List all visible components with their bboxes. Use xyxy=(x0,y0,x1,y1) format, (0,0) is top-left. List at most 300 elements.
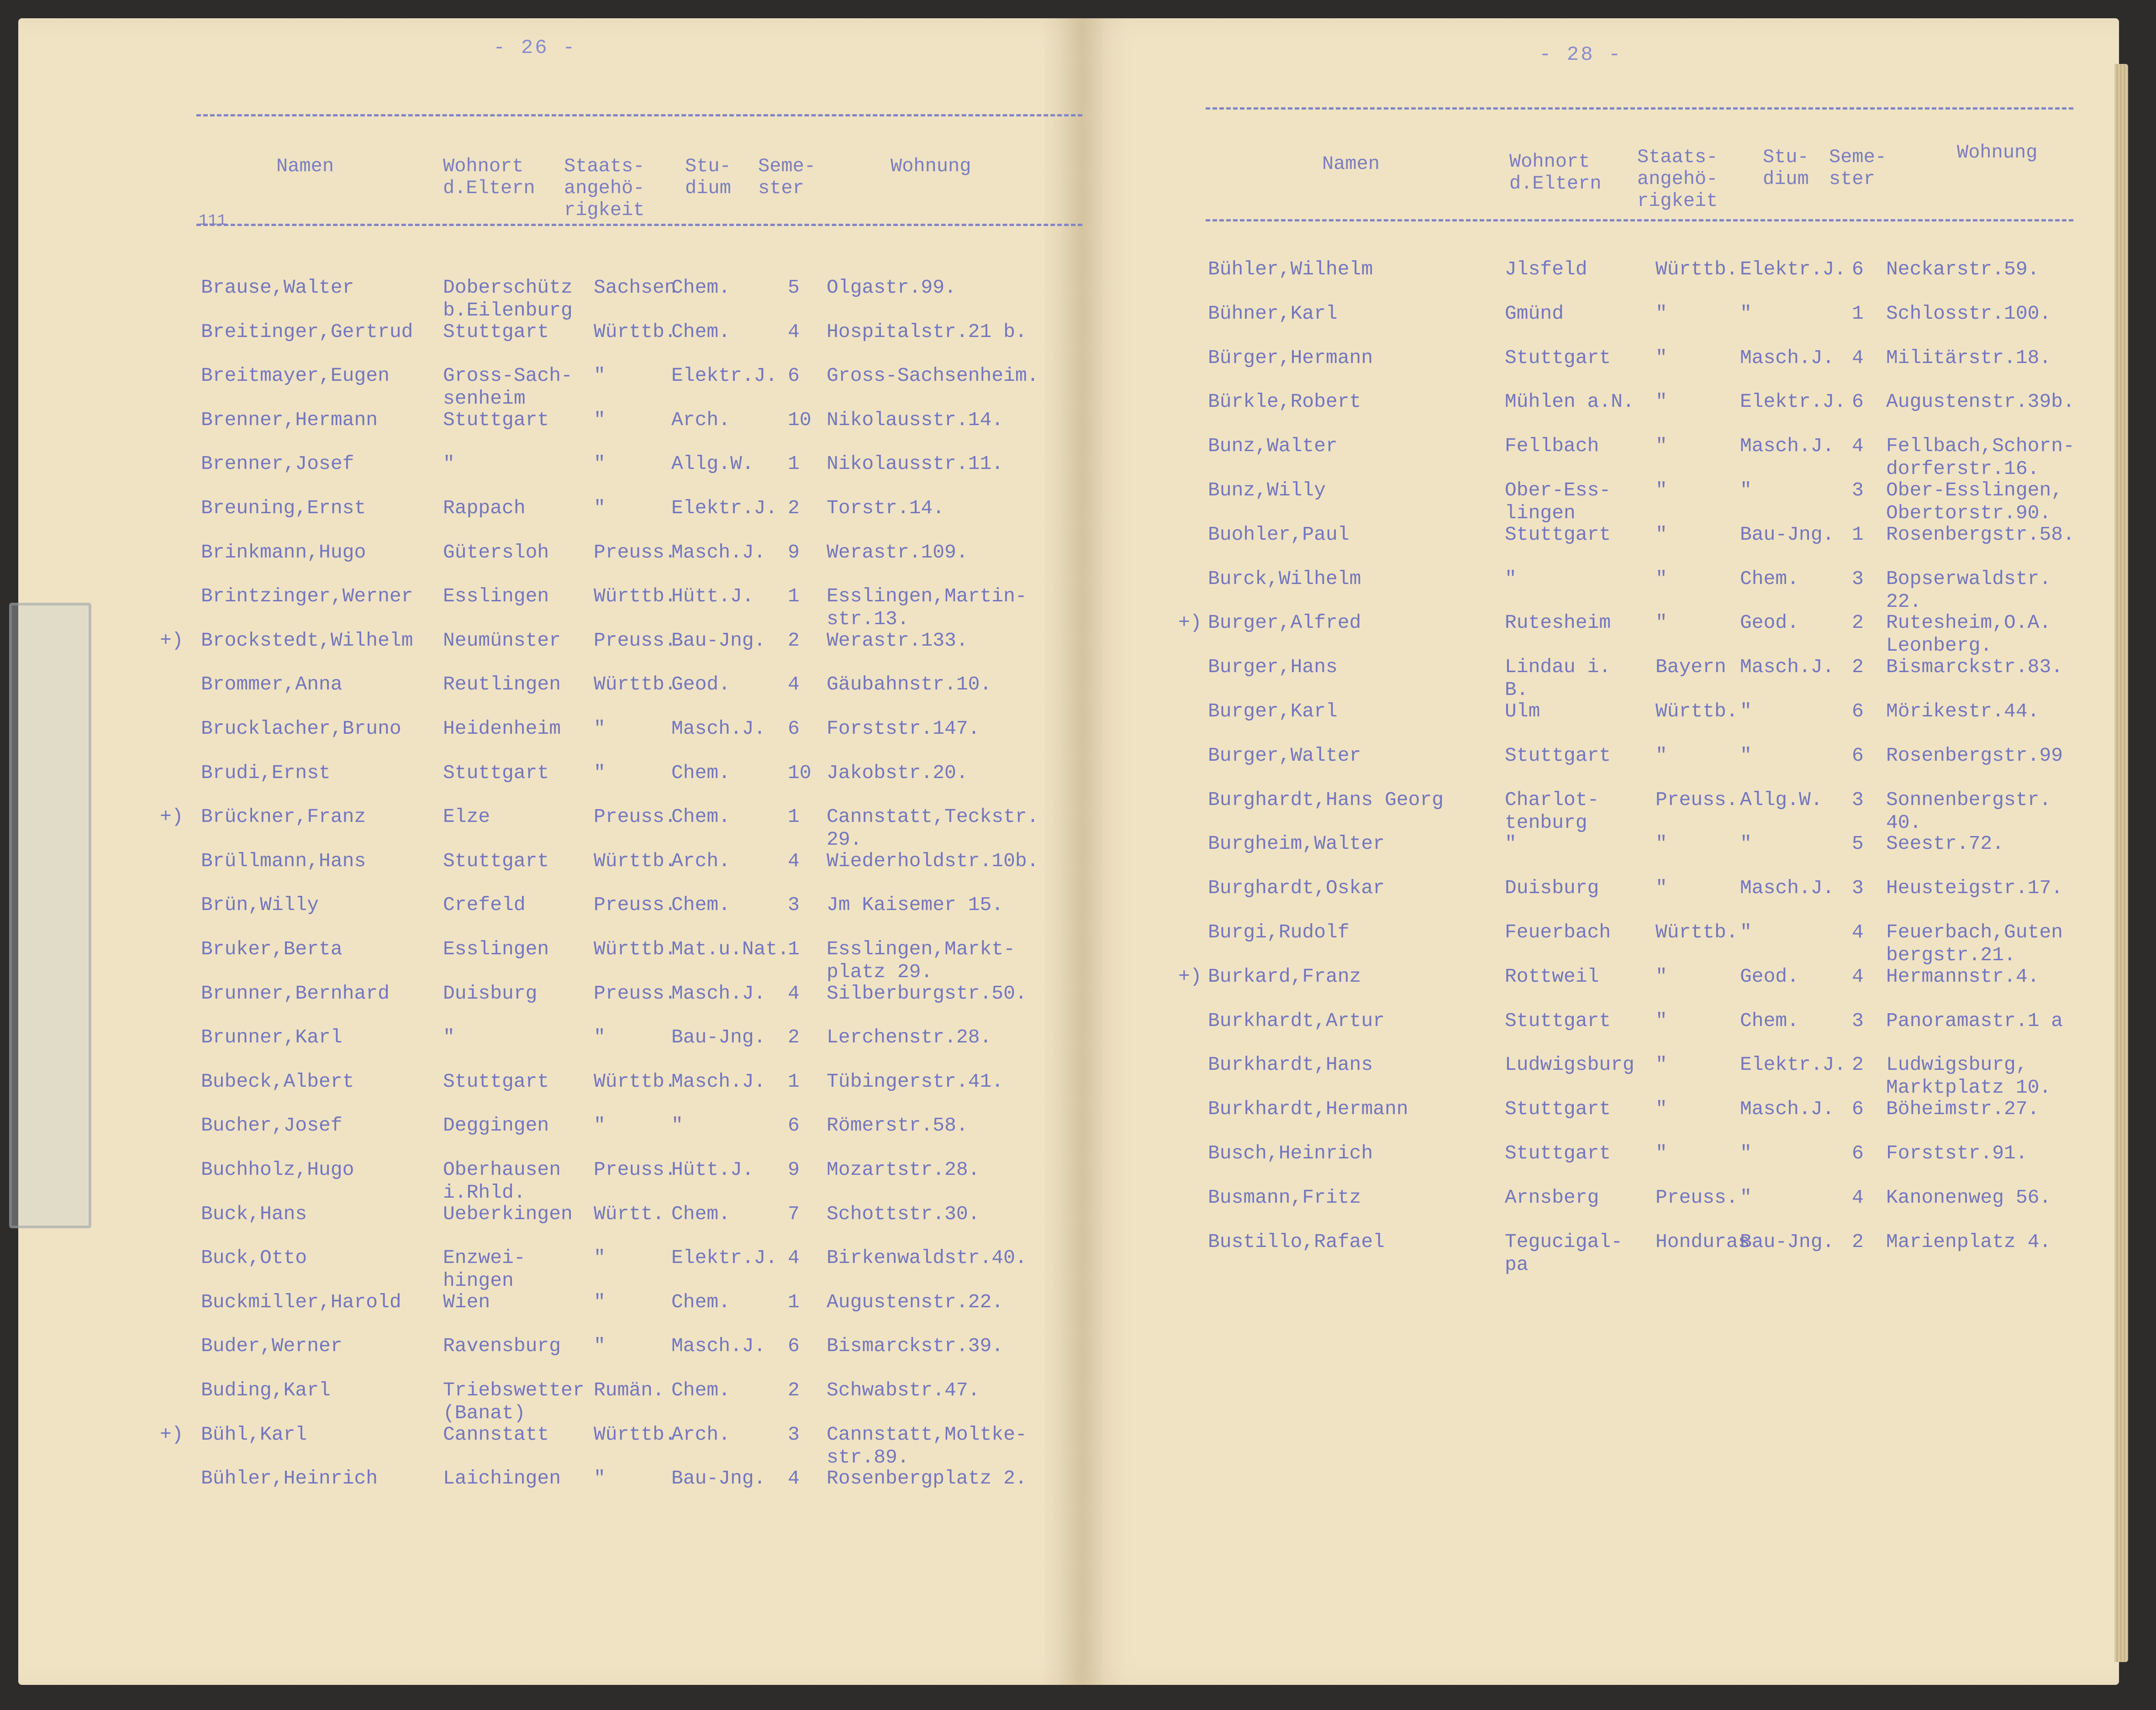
row-semester: 3 xyxy=(788,894,800,916)
row-name: Burkhardt,Hans xyxy=(1208,1053,1373,1076)
row-wohnort: Stuttgart xyxy=(1505,744,1611,767)
row-wohnung: Rosenbergplatz 2. xyxy=(827,1467,1027,1489)
row-staat: " xyxy=(1655,1010,1667,1032)
row-name: Bühler,Wilhelm xyxy=(1208,258,1373,280)
row-staat: " xyxy=(1655,390,1667,413)
row-staat: Preuss. xyxy=(594,541,676,563)
row-wohnort: Gross-Sach- senheim xyxy=(443,364,573,410)
row-name: Bubeck,Albert xyxy=(201,1070,354,1093)
row-staat: Württb. xyxy=(1655,258,1738,280)
row-wohnort: Stuttgart xyxy=(1505,1010,1611,1032)
row-wohnung: Mozartstr.28. xyxy=(827,1158,980,1181)
row-staat: " xyxy=(594,1247,606,1269)
row-wohnung: Werastr.109. xyxy=(827,541,968,563)
row-semester: 6 xyxy=(1852,1098,1864,1120)
row-semester: 4 xyxy=(788,1247,800,1269)
row-studium: " xyxy=(1740,700,1752,722)
row-wohnort: Stuttgart xyxy=(1505,347,1611,369)
row-name: Buder,Werner xyxy=(201,1335,343,1357)
row-wohnort: " xyxy=(443,1026,455,1048)
row-staat: " xyxy=(1655,1142,1667,1164)
row-wohnort: Ober-Ess- lingen xyxy=(1505,479,1611,524)
row-name: Brunner,Karl xyxy=(201,1026,343,1048)
header-note: 111 xyxy=(199,212,227,230)
row-name: Bühl,Karl xyxy=(201,1423,307,1446)
row-semester: 9 xyxy=(788,1158,800,1181)
row-semester: 7 xyxy=(788,1203,800,1225)
row-wohnort: Stuttgart xyxy=(443,850,549,872)
row-wohnort: Jlsfeld xyxy=(1505,258,1587,280)
row-name: Burkhardt,Artur xyxy=(1208,1010,1385,1032)
row-name: Brückner,Franz xyxy=(201,805,366,828)
row-wohnung: Jakobstr.20. xyxy=(827,762,968,784)
row-name: Brockstedt,Wilhelm xyxy=(201,629,413,652)
row-name: Brün,Willy xyxy=(201,894,319,916)
row-studium: Elektr.J. xyxy=(1740,258,1846,280)
row-semester: 6 xyxy=(788,1114,800,1136)
row-wohnort: Tegucigal- pa xyxy=(1505,1231,1623,1276)
row-semester: 3 xyxy=(1852,1010,1864,1032)
header-wohnung: Wohnung xyxy=(1957,142,2038,163)
row-name: Busmann,Fritz xyxy=(1208,1186,1361,1209)
row-wohnung: Schwabstr.47. xyxy=(827,1379,980,1401)
row-staat: Württb. xyxy=(594,938,676,960)
row-staat: Württb. xyxy=(594,1423,676,1446)
row-wohnung: Cannstatt,Moltke- str.89. xyxy=(827,1423,1027,1468)
row-staat: " xyxy=(1655,744,1667,767)
row-staat: Preuss. xyxy=(1655,789,1738,811)
row-studium: Bau-Jng. xyxy=(1740,1231,1834,1253)
row-studium: Chem. xyxy=(671,894,731,916)
row-studium: Geod. xyxy=(1740,611,1799,634)
row-wohnung: Olgastr.99. xyxy=(827,276,956,299)
row-studium: Masch.J. xyxy=(671,1335,766,1357)
row-wohnung: Wiederholdstr.10b. xyxy=(827,850,1039,872)
row-studium: Allg.W. xyxy=(1740,789,1823,811)
row-wohnort: Gmünd xyxy=(1505,302,1564,325)
row-wohnung: Mörikestr.44. xyxy=(1886,700,2040,722)
row-staat: Württb. xyxy=(1655,921,1738,943)
row-name: Bunz,Walter xyxy=(1208,435,1338,457)
row-studium: Arch. xyxy=(671,1423,731,1446)
row-studium: Elektr.J. xyxy=(671,364,778,387)
row-staat: Bayern xyxy=(1655,656,1726,678)
row-studium: Masch.J. xyxy=(671,982,766,1005)
row-staat: " xyxy=(1655,611,1667,634)
row-semester: 3 xyxy=(788,1423,800,1446)
row-wohnort: Stuttgart xyxy=(443,409,549,431)
row-wohnort: Cannstatt xyxy=(443,1423,549,1446)
row-wohnort: Ulm xyxy=(1505,700,1540,722)
row-studium: Chem. xyxy=(671,1203,731,1225)
row-semester: 6 xyxy=(788,717,800,740)
paper-clip xyxy=(9,603,91,1228)
row-wohnort: Lindau i. B. xyxy=(1505,656,1611,701)
row-wohnort: Oberhausen i.Rhld. xyxy=(443,1158,561,1204)
row-semester: 4 xyxy=(788,982,800,1005)
row-semester: 6 xyxy=(1852,700,1864,722)
row-studium: " xyxy=(1740,1142,1752,1164)
row-studium: Chem. xyxy=(1740,1010,1799,1032)
row-wohnung: Cannstatt,Teckstr. 29. xyxy=(827,805,1039,851)
row-staat: Preuss. xyxy=(594,805,676,828)
row-semester: 4 xyxy=(1852,1186,1864,1209)
row-studium: Elektr.J. xyxy=(671,497,778,519)
row-semester: 4 xyxy=(788,673,800,695)
row-wohnort: " xyxy=(1505,832,1517,855)
row-wohnort: Fellbach xyxy=(1505,435,1599,457)
row-wohnort: Heidenheim xyxy=(443,717,561,740)
row-wohnung: Lerchenstr.28. xyxy=(827,1026,992,1048)
row-wohnung: Torstr.14. xyxy=(827,497,945,519)
row-name: Brause,Walter xyxy=(201,276,354,299)
row-staat: " xyxy=(594,1467,606,1489)
row-name: Bürger,Hermann xyxy=(1208,347,1373,369)
row-wohnort: Stuttgart xyxy=(443,321,549,343)
row-name: Breitmayer,Eugen xyxy=(201,364,390,387)
row-wohnort: Stuttgart xyxy=(1505,1098,1611,1120)
row-staat: Preuss. xyxy=(1655,1186,1738,1209)
row-studium: " xyxy=(1740,832,1752,855)
row-staat: Preuss. xyxy=(594,894,676,916)
row-staat: Preuss. xyxy=(594,629,676,652)
row-name: Buckmiller,Harold xyxy=(201,1291,401,1313)
row-studium: Masch.J. xyxy=(671,1070,766,1093)
row-name: Burkard,Franz xyxy=(1208,965,1361,988)
row-wohnort: Neumünster xyxy=(443,629,561,652)
row-semester: 2 xyxy=(788,1379,800,1401)
row-studium: Hütt.J. xyxy=(671,585,754,607)
row-semester: 2 xyxy=(788,629,800,652)
row-name: Brenner,Josef xyxy=(201,452,354,475)
row-name: Brintzinger,Werner xyxy=(201,585,413,607)
row-semester: 6 xyxy=(788,1335,800,1357)
row-wohnung: Ludwigsburg, Marktplatz 10. xyxy=(1886,1053,2051,1099)
row-studium: " xyxy=(1740,744,1752,767)
row-studium: " xyxy=(1740,302,1752,325)
row-studium: Chem. xyxy=(671,1291,731,1313)
row-wohnort: Elze xyxy=(443,805,490,828)
row-semester: 1 xyxy=(1852,302,1864,325)
row-semester: 1 xyxy=(1852,523,1864,546)
row-wohnort: Enzwei- hingen xyxy=(443,1247,526,1292)
row-wohnort: Arnsberg xyxy=(1505,1186,1599,1209)
row-studium: Elektr.J. xyxy=(671,1247,778,1269)
row-name: Burkhardt,Hermann xyxy=(1208,1098,1408,1120)
row-studium: Bau-Jng. xyxy=(671,1026,766,1048)
row-studium: Bau-Jng. xyxy=(671,1467,766,1489)
row-studium: Masch.J. xyxy=(1740,656,1834,678)
row-name: Burgheim,Walter xyxy=(1208,832,1385,855)
row-staat: Württ. xyxy=(594,1203,664,1225)
row-name: Buck,Otto xyxy=(201,1247,307,1269)
row-name: Burgi,Rudolf xyxy=(1208,921,1349,943)
row-wohnort: Charlot- tenburg xyxy=(1505,789,1599,834)
row-wohnort: Ueberkingen xyxy=(443,1203,573,1225)
page-number: - 26 - xyxy=(493,37,577,59)
row-wohnung: Rosenbergstr.99 xyxy=(1886,744,2063,767)
open-book xyxy=(18,18,2119,1685)
header-staat: Staats- angehö- rigkeit xyxy=(564,155,645,221)
row-wohnung: Schottstr.30. xyxy=(827,1203,980,1225)
row-wohnung: Esslingen,Markt- platz 29. xyxy=(827,938,1015,983)
row-wohnung: Militärstr.18. xyxy=(1886,347,2051,369)
row-wohnort: Esslingen xyxy=(443,938,549,960)
row-wohnort: Duisburg xyxy=(1505,877,1599,899)
row-semester: 4 xyxy=(788,321,800,343)
row-name: Brenner,Hermann xyxy=(201,409,378,431)
row-wohnung: Esslingen,Martin- str.13. xyxy=(827,585,1027,630)
row-semester: 2 xyxy=(788,497,800,519)
header-studium: Stu- dium xyxy=(685,155,731,199)
header-name: Namen xyxy=(1322,153,1380,175)
row-wohnung: Jm Kaisemer 15. xyxy=(827,894,1004,916)
row-staat: " xyxy=(1655,1053,1667,1076)
row-name: Brudi,Ernst xyxy=(201,762,331,784)
row-wohnung: Hospitalstr.21 b. xyxy=(827,321,1027,343)
row-semester: 4 xyxy=(1852,965,1864,988)
row-wohnung: Kanonenweg 56. xyxy=(1886,1186,2051,1209)
row-staat: Preuss. xyxy=(594,1158,676,1181)
row-name: Brommer,Anna xyxy=(201,673,343,695)
row-name: Brucklacher,Bruno xyxy=(201,717,401,740)
row-staat: " xyxy=(1655,1098,1667,1120)
row-name: Buding,Karl xyxy=(201,1379,331,1401)
row-wohnung: Forststr.147. xyxy=(827,717,980,740)
row-semester: 6 xyxy=(1852,390,1864,413)
row-wohnung: Rosenbergstr.58. xyxy=(1886,523,2075,546)
row-semester: 6 xyxy=(788,364,800,387)
row-wohnung: Silberburgstr.50. xyxy=(827,982,1027,1005)
row-wohnung: Augustenstr.39b. xyxy=(1886,390,2075,413)
row-semester: 6 xyxy=(1852,1142,1864,1164)
row-staat: " xyxy=(594,497,606,519)
row-name: Burger,Karl xyxy=(1208,700,1338,722)
row-wohnort: Esslingen xyxy=(443,585,549,607)
row-wohnort: " xyxy=(1505,568,1517,590)
row-name: Bühler,Heinrich xyxy=(201,1467,378,1489)
row-semester: 3 xyxy=(1852,877,1864,899)
row-semester: 4 xyxy=(1852,921,1864,943)
row-name: Bruker,Berta xyxy=(201,938,343,960)
row-wohnort: Rutesheim xyxy=(1505,611,1611,634)
row-semester: 4 xyxy=(788,850,800,872)
row-wohnung: Heusteigstr.17. xyxy=(1886,877,2063,899)
row-semester: 1 xyxy=(788,585,800,607)
row-wohnung: Bopserwaldstr. 22. xyxy=(1886,568,2051,613)
row-staat: Württb. xyxy=(594,321,676,343)
row-name: Bucher,Josef xyxy=(201,1114,343,1136)
row-studium: Masch.J. xyxy=(671,541,766,563)
row-name: Bustillo,Rafael xyxy=(1208,1231,1385,1253)
row-staat: Rumän. xyxy=(594,1379,664,1401)
row-staat: " xyxy=(1655,965,1667,988)
header-bottom-rule xyxy=(196,224,1082,226)
row-name: Breitinger,Gertrud xyxy=(201,321,413,343)
row-studium: " xyxy=(1740,479,1752,501)
row-wohnung: Werastr.133. xyxy=(827,629,968,652)
row-staat: Württb. xyxy=(594,673,676,695)
row-staat: " xyxy=(1655,832,1667,855)
row-wohnung: Feuerbach,Guten bergstr.21. xyxy=(1886,921,2063,966)
row-staat: " xyxy=(1655,877,1667,899)
header-bottom-rule xyxy=(1206,219,2073,221)
right-page xyxy=(1082,18,2119,1685)
row-staat: " xyxy=(594,717,606,740)
row-wohnort: Stuttgart xyxy=(443,1070,549,1093)
row-studium: Elektr.J. xyxy=(1740,1053,1846,1076)
row-staat: " xyxy=(1655,523,1667,546)
row-name: Bühner,Karl xyxy=(1208,302,1338,325)
header-studium: Stu- dium xyxy=(1763,146,1809,190)
row-wohnung: Gäubahnstr.10. xyxy=(827,673,992,695)
row-mark: +) xyxy=(1178,611,1202,634)
row-studium: " xyxy=(1740,921,1752,943)
row-wohnort: Ravensburg xyxy=(443,1335,561,1357)
row-name: Brüllmann,Hans xyxy=(201,850,366,872)
row-studium: Arch. xyxy=(671,850,731,872)
row-studium: Chem. xyxy=(1740,568,1799,590)
row-staat: " xyxy=(594,1026,606,1048)
row-name: Busch,Heinrich xyxy=(1208,1142,1373,1164)
row-mark: +) xyxy=(160,629,184,652)
header-top-rule xyxy=(1206,107,2073,110)
row-staat: " xyxy=(594,1291,606,1313)
row-wohnung: Seestr.72. xyxy=(1886,832,2004,855)
row-staat: Württb. xyxy=(594,850,676,872)
row-wohnung: Römerstr.58. xyxy=(827,1114,968,1136)
row-studium: Masch.J. xyxy=(1740,877,1834,899)
row-wohnort: Mühlen a.N. xyxy=(1505,390,1634,413)
row-wohnort: Stuttgart xyxy=(1505,1142,1611,1164)
row-mark: +) xyxy=(160,805,184,828)
row-wohnort: Reutlingen xyxy=(443,673,561,695)
row-studium: Geod. xyxy=(1740,965,1799,988)
row-wohnung: Böheimstr.27. xyxy=(1886,1098,2040,1120)
row-staat: Württb. xyxy=(594,585,676,607)
row-wohnung: Schlosstr.100. xyxy=(1886,302,2051,325)
row-wohnung: Panoramastr.1 a xyxy=(1886,1010,2063,1032)
row-staat: Preuss. xyxy=(594,982,676,1005)
header-top-rule xyxy=(196,114,1082,116)
row-studium: " xyxy=(671,1114,683,1136)
row-studium: Masch.J. xyxy=(671,717,766,740)
row-studium: Bau-Jng. xyxy=(1740,523,1834,546)
row-semester: 9 xyxy=(788,541,800,563)
row-wohnort: Deggingen xyxy=(443,1114,549,1136)
row-wohnung: Nikolausstr.14. xyxy=(827,409,1004,431)
row-wohnort: Stuttgart xyxy=(443,762,549,784)
row-semester: 1 xyxy=(788,1291,800,1313)
page-number: - 28 - xyxy=(1539,43,1623,66)
row-studium: Mat.u.Nat. xyxy=(671,938,790,960)
row-semester: 10 xyxy=(788,762,812,784)
row-name: Burger,Alfred xyxy=(1208,611,1361,634)
row-studium: Masch.J. xyxy=(1740,435,1834,457)
row-staat: Württb. xyxy=(1655,700,1738,722)
row-staat: " xyxy=(1655,479,1667,501)
row-studium: Allg.W. xyxy=(671,452,754,475)
row-name: Burger,Hans xyxy=(1208,656,1338,678)
row-wohnung: Bismarckstr.83. xyxy=(1886,656,2063,678)
row-wohnung: Forststr.91. xyxy=(1886,1142,2028,1164)
row-staat: " xyxy=(594,762,606,784)
row-name: Buchholz,Hugo xyxy=(201,1158,354,1181)
row-semester: 1 xyxy=(788,805,800,828)
row-semester: 1 xyxy=(788,452,800,475)
row-semester: 2 xyxy=(1852,656,1864,678)
row-studium: Hütt.J. xyxy=(671,1158,754,1181)
header-semester: Seme- ster xyxy=(758,155,816,199)
header-name: Namen xyxy=(276,155,334,177)
row-staat: " xyxy=(594,452,606,475)
row-name: Buohler,Paul xyxy=(1208,523,1349,546)
page-edges xyxy=(2114,64,2128,1662)
row-wohnort: Laichingen xyxy=(443,1467,561,1489)
row-wohnung: Ober-Esslingen, Obertorstr.90. xyxy=(1886,479,2063,524)
row-semester: 4 xyxy=(1852,347,1864,369)
row-name: Burck,Wilhelm xyxy=(1208,568,1361,590)
row-wohnung: Tübingerstr.41. xyxy=(827,1070,1004,1093)
row-semester: 2 xyxy=(1852,1231,1864,1253)
row-semester: 3 xyxy=(1852,479,1864,501)
left-page xyxy=(18,18,1082,1685)
row-semester: 2 xyxy=(788,1026,800,1048)
row-semester: 1 xyxy=(788,938,800,960)
row-wohnort: Rottweil xyxy=(1505,965,1599,988)
row-semester: 5 xyxy=(788,276,800,299)
row-staat: " xyxy=(1655,435,1667,457)
row-mark: +) xyxy=(1178,965,1202,988)
row-wohnort: " xyxy=(443,452,455,475)
row-studium: Elektr.J. xyxy=(1740,390,1846,413)
header-staat: Staats- angehö- rigkeit xyxy=(1637,146,1718,212)
row-wohnung: Bismarckstr.39. xyxy=(827,1335,1004,1357)
row-wohnort: Triebswetter (Banat) xyxy=(443,1379,585,1424)
row-name: Burger,Walter xyxy=(1208,744,1361,767)
row-name: Bürkle,Robert xyxy=(1208,390,1361,413)
row-studium: Bau-Jng. xyxy=(671,629,766,652)
row-semester: 4 xyxy=(1852,435,1864,457)
row-studium: Chem. xyxy=(671,321,731,343)
row-studium: Chem. xyxy=(671,762,731,784)
row-wohnort: Wien xyxy=(443,1291,490,1313)
row-wohnort: Rappach xyxy=(443,497,526,519)
row-wohnung: Hermannstr.4. xyxy=(1886,965,2040,988)
row-name: Burghardt,Oskar xyxy=(1208,877,1385,899)
row-semester: 3 xyxy=(1852,789,1864,811)
row-wohnung: Augustenstr.22. xyxy=(827,1291,1004,1313)
row-studium: Arch. xyxy=(671,409,731,431)
row-staat: " xyxy=(594,409,606,431)
row-staat: " xyxy=(1655,302,1667,325)
row-wohnort: Ludwigsburg xyxy=(1505,1053,1634,1076)
row-name: Buck,Hans xyxy=(201,1203,307,1225)
row-studium: Geod. xyxy=(671,673,731,695)
row-staat: " xyxy=(1655,568,1667,590)
row-wohnort: Stuttgart xyxy=(1505,523,1611,546)
row-wohnort: Gütersloh xyxy=(443,541,549,563)
header-semester: Seme- ster xyxy=(1829,146,1887,190)
row-staat: Honduras xyxy=(1655,1231,1750,1253)
row-wohnung: Fellbach,Schorn- dorferstr.16. xyxy=(1886,435,2075,480)
row-semester: 3 xyxy=(1852,568,1864,590)
row-wohnort: Feuerbach xyxy=(1505,921,1611,943)
row-wohnung: Sonnenbergstr. 40. xyxy=(1886,789,2051,834)
row-staat: Württb. xyxy=(594,1070,676,1093)
header-wohnort: Wohnort d.Eltern xyxy=(1509,151,1602,195)
row-semester: 2 xyxy=(1852,611,1864,634)
